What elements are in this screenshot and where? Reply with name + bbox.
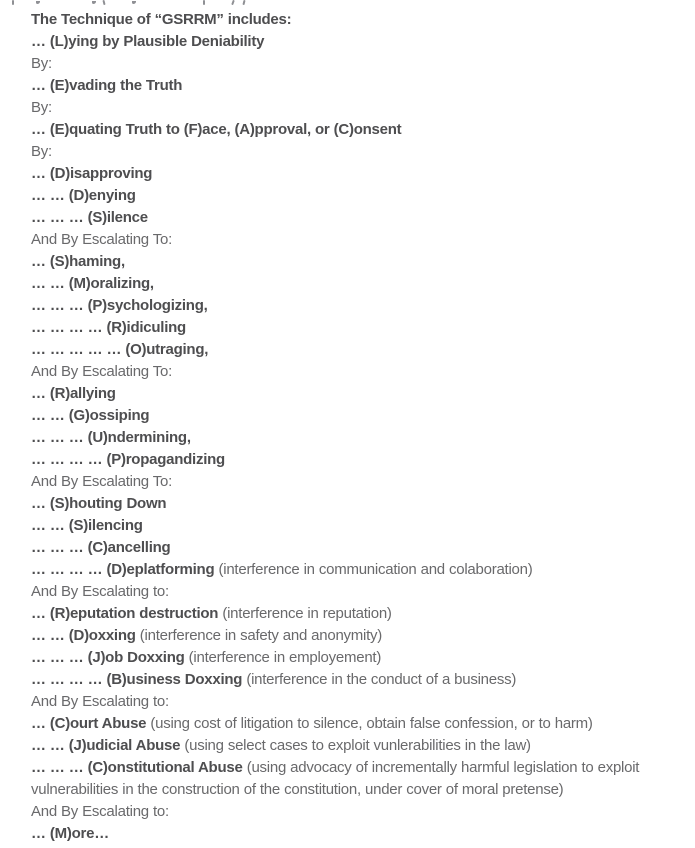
line-bold-text: … … … … (D)eplatforming (31, 561, 215, 578)
line-plain-text: And By Escalating To: (31, 473, 172, 490)
line-plain-text: (using select cases to exploit vunlerabilities in the law) (180, 737, 531, 754)
text-line (31, 625, 672, 647)
text-line (31, 691, 672, 713)
text-line (31, 647, 672, 669)
text-line (31, 823, 672, 845)
line-bold-text: … … (D)enying (31, 187, 136, 204)
line-bold-text: … … (G)ossiping (31, 407, 150, 424)
text-line (31, 9, 672, 31)
text-line (31, 141, 672, 163)
text-line (31, 31, 672, 53)
line-bold-text: … … … … … (O)utraging, (31, 341, 209, 358)
line-bold-text: … (M)ore… (31, 825, 109, 842)
text-line (31, 97, 672, 119)
line-plain-text: (using cost of litigation to silence, obtain false confession, or to harm) (146, 715, 593, 732)
document-body (31, 9, 672, 845)
text-line (31, 317, 672, 339)
line-bold-text: … … (M)oralizing, (31, 275, 154, 292)
line-bold-text: … (D)isapproving (31, 165, 153, 182)
text-line (31, 581, 672, 603)
text-line (31, 669, 672, 691)
text-line (31, 537, 672, 559)
line-plain-text: And By Escalating to: (31, 693, 169, 710)
line-plain-text: By: (31, 55, 52, 72)
line-bold-text: … … … (S)ilence (31, 209, 148, 226)
text-line (31, 53, 672, 75)
line-bold-text: … … … (C)onstitutional Abuse (31, 759, 243, 776)
line-plain-text: (interference in employement) (184, 649, 382, 666)
line-bold-text: … (E)vading the Truth (31, 77, 183, 94)
line-plain-text: (using advocacy of incrementally harmful legislation to exploit vulnerabilities in the construction of the constitution, under cover of moral pretense) (31, 759, 640, 798)
text-line (31, 603, 672, 625)
text-line (31, 471, 672, 493)
text-line (31, 273, 672, 295)
text-line (31, 405, 672, 427)
line-bold-text: … … … … (B)usiness Doxxing (31, 671, 243, 688)
text-line (31, 757, 672, 801)
text-line (31, 493, 672, 515)
line-bold-text: … (C)ourt Abuse (31, 715, 147, 732)
text-line (31, 735, 672, 757)
line-plain-text: (interference in reputation) (218, 605, 392, 622)
line-plain-text: (interference in safety and anonymity) (135, 627, 383, 644)
descender-mark (92, 1, 96, 4)
text-line (31, 119, 672, 141)
line-bold-text: … (L)ying by Plausible Deniability (31, 33, 265, 50)
text-line (31, 449, 672, 471)
text-line (31, 361, 672, 383)
text-line (31, 383, 672, 405)
line-plain-text: And By Escalating to: (31, 583, 169, 600)
line-bold-text: The Technique of “GSRRM” includes: (31, 11, 292, 28)
descender-mark (242, 0, 245, 5)
clipped-text-remnant (0, 0, 695, 7)
line-bold-text: … … … … (P)ropagandizing (31, 451, 225, 468)
descender-mark (12, 0, 14, 5)
descender-mark (36, 1, 40, 4)
text-line (31, 207, 672, 229)
line-bold-text: … … … (U)ndermining, (31, 429, 191, 446)
text-line (31, 801, 672, 823)
line-bold-text: … … (S)ilencing (31, 517, 143, 534)
descender-mark (203, 0, 205, 5)
text-line (31, 559, 672, 581)
text-line (31, 515, 672, 537)
line-bold-text: … … … (J)ob Doxxing (31, 649, 185, 666)
text-line (31, 229, 672, 251)
text-line (31, 163, 672, 185)
line-bold-text: … … (D)oxxing (31, 627, 136, 644)
line-bold-text: … … … … (R)idiculing (31, 319, 186, 336)
text-line (31, 185, 672, 207)
descender-mark (231, 0, 235, 5)
line-plain-text: By: (31, 143, 52, 160)
text-line (31, 427, 672, 449)
line-bold-text: … (S)houting Down (31, 495, 167, 512)
line-plain-text: (interference in communication and colaboration) (214, 561, 533, 578)
line-bold-text: … (S)haming, (31, 253, 125, 270)
descender-mark (102, 0, 105, 5)
line-bold-text: … … (J)udicial Abuse (31, 737, 181, 754)
line-plain-text: (interference in the conduct of a business) (242, 671, 517, 688)
line-bold-text: … (E)quating Truth to (F)ace, (A)pproval, or (C)onsent (31, 121, 402, 138)
text-line (31, 713, 672, 735)
line-bold-text: … (R)allying (31, 385, 116, 402)
line-plain-text: And By Escalating To: (31, 363, 172, 380)
line-plain-text: By: (31, 99, 52, 116)
text-line (31, 75, 672, 97)
line-plain-text: And By Escalating To: (31, 231, 172, 248)
text-line (31, 295, 672, 317)
text-line (31, 251, 672, 273)
line-bold-text: … (R)eputation destruction (31, 605, 219, 622)
descender-mark (132, 1, 136, 4)
line-bold-text: … … … (C)ancelling (31, 539, 171, 556)
text-line (31, 339, 672, 361)
line-bold-text: … … … (P)sychologizing, (31, 297, 208, 314)
line-plain-text: And By Escalating to: (31, 803, 169, 820)
